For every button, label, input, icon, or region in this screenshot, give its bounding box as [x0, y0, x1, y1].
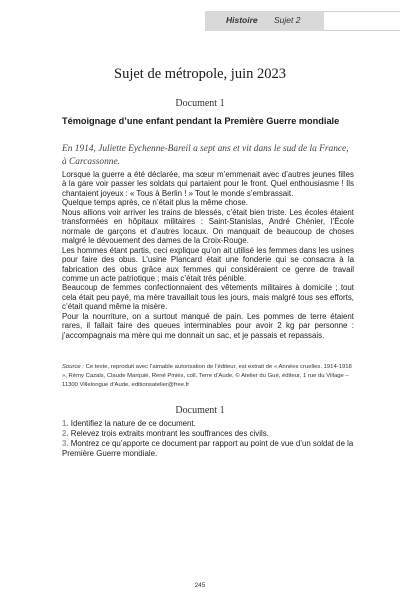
paragraph: Pour la nourriture, on a surtout manqué de pain. Les pommes de terre étaient rares, il fallait faire des queues interminables pour avoir 2 kg par personne : j’accompagnais ma mère qui me donnait un sac, et je passais et repassais.: [62, 311, 354, 340]
document-title: Témoignage d’une enfant pendant la Première Guerre mondiale: [62, 116, 340, 126]
running-header: [0, 11, 400, 31]
question-number: 3.: [62, 439, 69, 449]
paragraph: Nous allions voir arriver les trains de blessés, c’était bien triste. Les écoles étaient transformées en hôpitaux militaires : Saint-Stanislas, André Chénier, l’École normale de garçons et d’autres locaux. On manquait de beaucoup de choses malgré le dévouement des dames de la Croix-Rouge.: [62, 207, 354, 246]
document-text: [62, 170, 354, 340]
paragraph: Les hommes étant partis, ceci explique qu’on ait utilisé les femmes dans les usines pour faire des obus. L’usine Plancard était une fonderie qui se consacra à la fabrication des obus grâce aux femmes qui considéraient ce genre de travail comme un acte patriotique ; mais c’était très pénible.: [62, 245, 354, 283]
header-subject-tab: [205, 11, 324, 31]
question-number: 2.: [62, 429, 69, 439]
question-text: Relevez trois extraits montrant les souffrances des civils.: [70, 429, 269, 439]
question-text: Montrez ce qu’apporte ce document par rapport au point de vue d’un soldat de la Première Guerre mondiale.: [62, 439, 354, 458]
questions-list: [62, 419, 354, 459]
page-number: 245: [194, 582, 206, 589]
header-subject: Histoire: [226, 15, 258, 25]
question-item: [62, 419, 354, 429]
source-text: Ce texte, reproduit avec l’aimable autorisation de l’éditeur, est extrait de « Années cruelles. 1914-1918 », Rémy Cazals, Claude Marquié, René Piniès, coll. Terre d’Aude, © Atelier du Gué, éditeur, 1 rue du Village – 11300 Villelongue d’Aude, editionsatelier@free.fr: [62, 364, 352, 388]
question-number: 1.: [62, 419, 69, 428]
paragraph: Lorsque la guerre a été déclarée, ma sœur m’emmenait avec d’autres jeunes filles à la gare voir passer les soldats qui partaient pour le front. Quel enthousiasme ! Ils chantaient joyeux : « Tous à Berlin ! » Tout le monde s’embrassait.: [62, 170, 354, 198]
questions-label: Document 1: [175, 405, 225, 416]
document-label: Document 1: [175, 98, 225, 109]
question-item: [62, 429, 354, 439]
question-item: [62, 439, 354, 458]
page-title: Sujet de métropole, juin 2023: [114, 66, 286, 82]
question-text: Identifiez la nature de ce document.: [70, 419, 196, 428]
document-intro: En 1914, Juliette Eychenne-Bareil a sept ans et vit dans le sud de la France, à Carcassonne.: [62, 144, 349, 167]
header-sujet: Sujet 2: [274, 15, 301, 25]
paragraph: Quelque temps après, ce n’était plus la même chose.: [62, 198, 248, 208]
source-note: [62, 363, 352, 390]
header-edge: [324, 11, 400, 31]
paragraph: Beaucoup de femmes confectionnaient des vêtements militaires à domicile ; tout cela était peu payé, ma mère travaillait tous les jours, mais malgré tous ses efforts, c’était quand même la misère.: [62, 283, 354, 312]
source-label: Source :: [62, 364, 84, 370]
